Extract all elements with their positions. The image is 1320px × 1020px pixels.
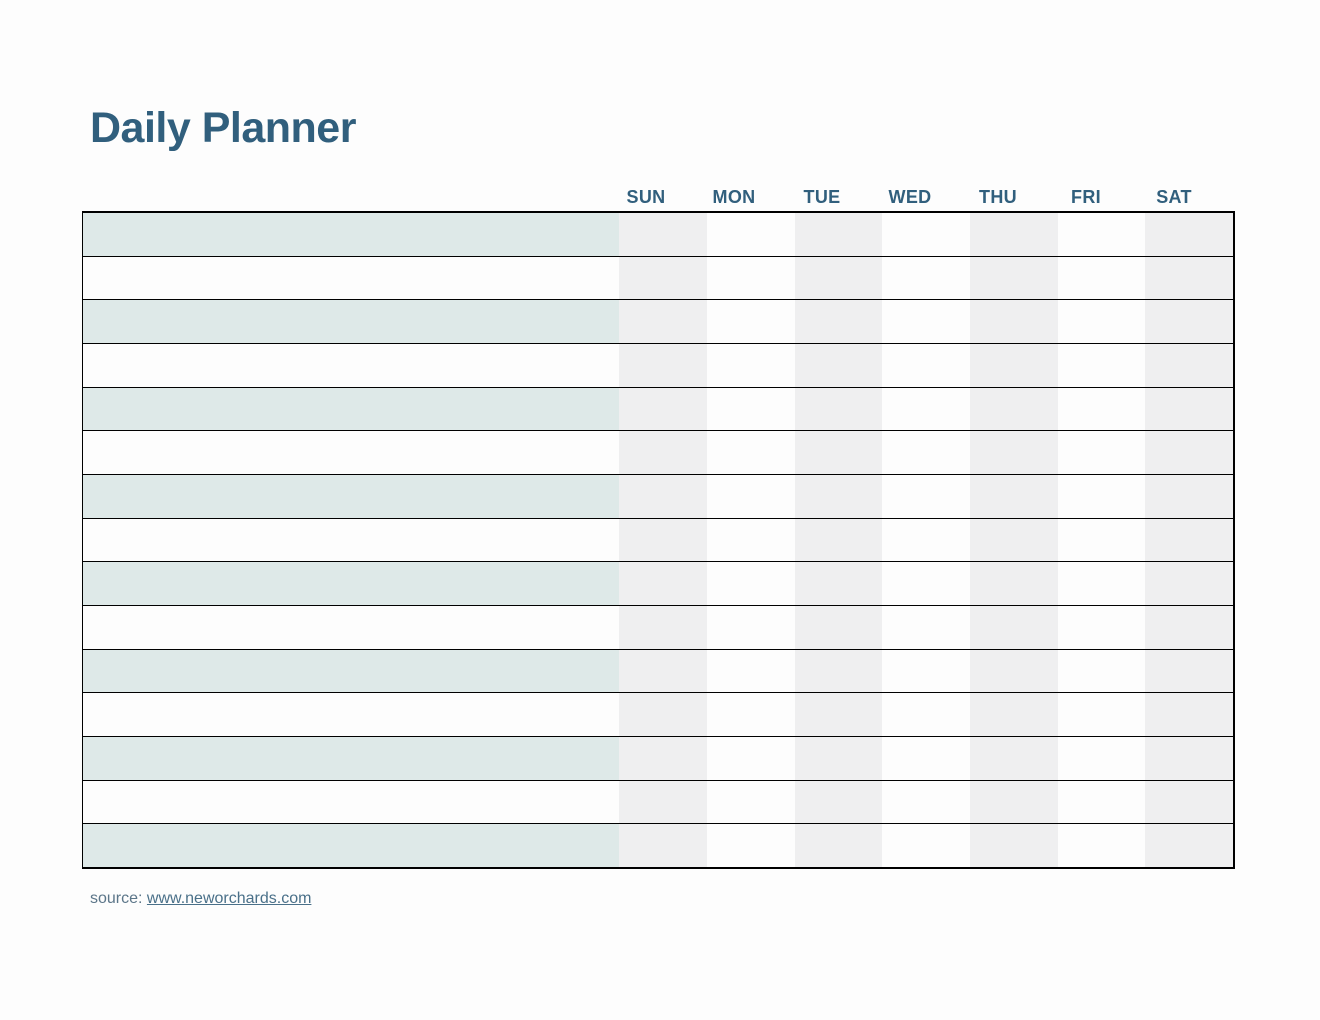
day-cell-sat xyxy=(1145,519,1233,562)
task-cell xyxy=(83,431,619,474)
task-cell xyxy=(83,475,619,518)
day-cell-sun xyxy=(619,737,707,780)
day-header-thu: THU xyxy=(979,187,1017,207)
planner-row xyxy=(83,343,1233,387)
day-cell-sun xyxy=(619,693,707,736)
day-cell-thu xyxy=(970,562,1058,605)
day-cell-tue xyxy=(795,650,883,693)
day-cell-tue xyxy=(795,693,883,736)
day-cell-sat xyxy=(1145,213,1233,256)
day-cell-sun xyxy=(619,300,707,343)
task-cell xyxy=(83,344,619,387)
day-cell-tue xyxy=(795,344,883,387)
day-cell-thu xyxy=(970,300,1058,343)
day-cell-sat xyxy=(1145,388,1233,431)
task-cell xyxy=(83,257,619,300)
day-cell-sun xyxy=(619,388,707,431)
day-cell-fri xyxy=(1058,431,1146,474)
day-cell-thu xyxy=(970,824,1058,867)
day-cell-tue xyxy=(795,737,883,780)
day-cell-wed xyxy=(882,431,970,474)
day-cell-sat xyxy=(1145,781,1233,824)
day-cell-sun xyxy=(619,562,707,605)
task-cell xyxy=(83,737,619,780)
day-cell-wed xyxy=(882,475,970,518)
planner-row xyxy=(83,518,1233,562)
day-cell-thu xyxy=(970,344,1058,387)
planner-table xyxy=(82,211,1235,869)
day-cell-sun xyxy=(619,606,707,649)
day-header-sun: SUN xyxy=(626,187,666,207)
planner-row xyxy=(83,649,1233,693)
task-cell xyxy=(83,824,619,867)
day-cell-sun xyxy=(619,344,707,387)
day-cell-thu xyxy=(970,650,1058,693)
day-header-fri: FRI xyxy=(1071,187,1101,207)
day-cell-wed xyxy=(882,388,970,431)
day-header-sat: SAT xyxy=(1156,187,1192,207)
day-cell-wed xyxy=(882,606,970,649)
day-cell-mon xyxy=(707,213,795,256)
day-cell-tue xyxy=(795,781,883,824)
planner-row xyxy=(83,780,1233,824)
day-cell-sun xyxy=(619,257,707,300)
planner-row xyxy=(83,736,1233,780)
day-cell-wed xyxy=(882,824,970,867)
day-cell-sat xyxy=(1145,257,1233,300)
day-cell-mon xyxy=(707,300,795,343)
planner-row xyxy=(83,561,1233,605)
day-cell-sat xyxy=(1145,300,1233,343)
day-cell-fri xyxy=(1058,824,1146,867)
page-title: Daily Planner xyxy=(90,104,356,152)
planner-row xyxy=(83,430,1233,474)
day-cell-thu xyxy=(970,475,1058,518)
day-cell-fri xyxy=(1058,475,1146,518)
planner-sheet xyxy=(82,187,1235,869)
day-cell-fri xyxy=(1058,257,1146,300)
day-cell-tue xyxy=(795,562,883,605)
day-cell-mon xyxy=(707,737,795,780)
planner-row xyxy=(83,256,1233,300)
task-cell xyxy=(83,519,619,562)
day-cell-tue xyxy=(795,388,883,431)
day-cell-thu xyxy=(970,213,1058,256)
day-header-row xyxy=(620,185,1236,208)
task-cell xyxy=(83,562,619,605)
day-cell-tue xyxy=(795,257,883,300)
day-cell-mon xyxy=(707,519,795,562)
planner-row xyxy=(83,605,1233,649)
planner-row xyxy=(83,823,1233,867)
planner-row xyxy=(83,299,1233,343)
day-cell-wed xyxy=(882,737,970,780)
day-cell-mon xyxy=(707,475,795,518)
day-cell-fri xyxy=(1058,781,1146,824)
day-cell-wed xyxy=(882,650,970,693)
task-cell xyxy=(83,693,619,736)
day-cell-sat xyxy=(1145,475,1233,518)
planner-row xyxy=(83,387,1233,431)
task-cell xyxy=(83,606,619,649)
day-cell-tue xyxy=(795,213,883,256)
day-cell-wed xyxy=(882,781,970,824)
day-cell-thu xyxy=(970,693,1058,736)
day-cell-wed xyxy=(882,257,970,300)
day-cell-wed xyxy=(882,519,970,562)
task-cell xyxy=(83,300,619,343)
day-cell-thu xyxy=(970,431,1058,474)
day-cell-sat xyxy=(1145,606,1233,649)
source-link[interactable]: www.neworchards.com xyxy=(146,890,312,907)
day-cell-fri xyxy=(1058,693,1146,736)
day-cell-mon xyxy=(707,606,795,649)
day-header-tue: TUE xyxy=(803,187,841,207)
day-cell-fri xyxy=(1058,562,1146,605)
day-header-wed: WED xyxy=(888,187,932,207)
task-cell xyxy=(83,781,619,824)
day-cell-sun xyxy=(619,781,707,824)
day-cell-tue xyxy=(795,431,883,474)
day-cell-wed xyxy=(882,213,970,256)
day-cell-sun xyxy=(619,824,707,867)
day-cell-thu xyxy=(970,519,1058,562)
day-cell-fri xyxy=(1058,737,1146,780)
day-cell-wed xyxy=(882,562,970,605)
planner-row xyxy=(83,213,1233,256)
day-cell-tue xyxy=(795,475,883,518)
day-cell-fri xyxy=(1058,213,1146,256)
day-cell-fri xyxy=(1058,519,1146,562)
day-cell-sat xyxy=(1145,824,1233,867)
day-cell-mon xyxy=(707,344,795,387)
day-cell-tue xyxy=(795,606,883,649)
day-cell-sat xyxy=(1145,650,1233,693)
day-cell-thu xyxy=(970,388,1058,431)
day-cell-sun xyxy=(619,519,707,562)
day-cell-mon xyxy=(707,257,795,300)
day-cell-mon xyxy=(707,781,795,824)
task-cell xyxy=(83,650,619,693)
day-cell-mon xyxy=(707,824,795,867)
source-label: source: xyxy=(90,890,147,907)
task-cell xyxy=(83,213,619,256)
day-cell-sun xyxy=(619,650,707,693)
day-cell-mon xyxy=(707,693,795,736)
day-cell-sun xyxy=(619,475,707,518)
source-line xyxy=(90,890,311,908)
day-cell-fri xyxy=(1058,650,1146,693)
day-cell-sat xyxy=(1145,344,1233,387)
day-cell-fri xyxy=(1058,300,1146,343)
day-cell-thu xyxy=(970,781,1058,824)
planner-row xyxy=(83,474,1233,518)
day-cell-fri xyxy=(1058,344,1146,387)
day-cell-sun xyxy=(619,431,707,474)
day-cell-wed xyxy=(882,344,970,387)
day-cell-sat xyxy=(1145,562,1233,605)
day-cell-mon xyxy=(707,431,795,474)
day-cell-sun xyxy=(619,213,707,256)
day-cell-mon xyxy=(707,388,795,431)
day-cell-sat xyxy=(1145,431,1233,474)
day-cell-fri xyxy=(1058,606,1146,649)
day-cell-thu xyxy=(970,606,1058,649)
day-cell-mon xyxy=(707,562,795,605)
day-cell-tue xyxy=(795,519,883,562)
day-cell-tue xyxy=(795,824,883,867)
day-cell-wed xyxy=(882,693,970,736)
day-cell-wed xyxy=(882,300,970,343)
day-cell-thu xyxy=(970,737,1058,780)
day-cell-mon xyxy=(707,650,795,693)
day-cell-thu xyxy=(970,257,1058,300)
day-cell-tue xyxy=(795,300,883,343)
task-cell xyxy=(83,388,619,431)
day-cell-sat xyxy=(1145,737,1233,780)
day-cell-sat xyxy=(1145,693,1233,736)
planner-row xyxy=(83,692,1233,736)
day-header-mon: MON xyxy=(712,187,756,207)
day-cell-fri xyxy=(1058,388,1146,431)
